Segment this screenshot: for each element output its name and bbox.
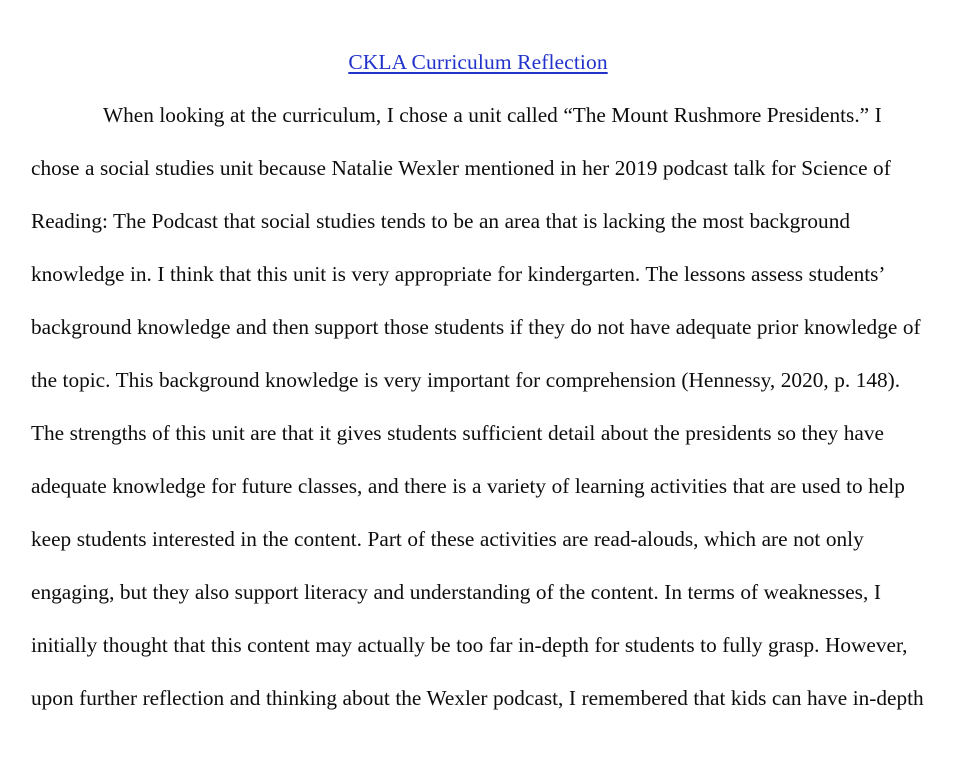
document-body [31,89,925,725]
document-title-link[interactable]: CKLA Curriculum Reflection [348,50,608,74]
page-title [31,0,925,89]
body-paragraph: When looking at the curriculum, I chose a unit called “The Mount Rushmore Presidents.” I chose a social studies unit because Natalie Wexler mentioned in her 2019 podcast talk for Science of Reading: The Podcast that social studies tends to be an area that is lacking the most background knowledge in. I think that this unit is very appropriate for kindergarten. The lessons assess students’ background knowledge and then support those students if they do not have adequate prior knowledge of the topic. This background knowledge is very important for comprehension (Hennessy, 2020, p. 148). The strengths of this unit are that it gives students sufficient detail about the presidents so they have adequate knowledge for future classes, and there is a variety of learning activities that are used to help keep students interested in the content. Part of these activities are read-alouds, which are not only engaging, but they also support literacy and understanding of the content. In terms of weaknesses, I initially thought that this content may actually be too far in-depth for students to fully grasp. However, upon further reflection and thinking about the Wexler podcast, I remembered that kids can have in-depth [31,103,924,710]
